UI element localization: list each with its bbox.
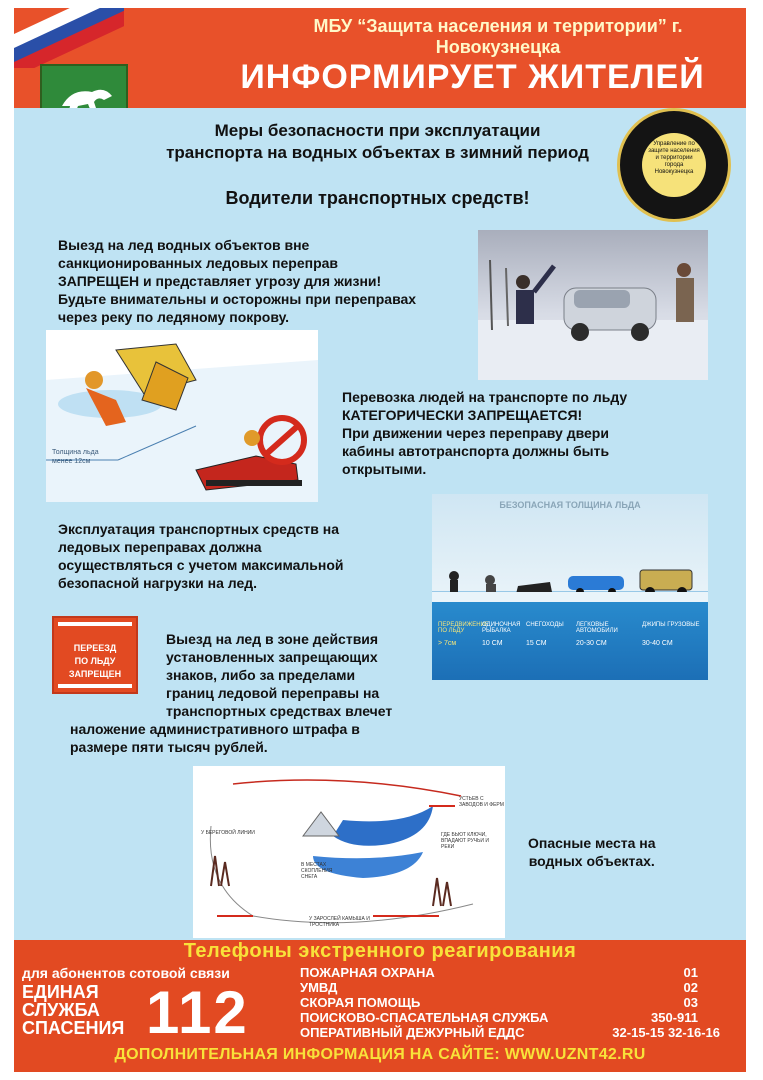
text-line: кабины автотранспорта должны быть: [342, 443, 610, 459]
thickness-columns: [438, 622, 702, 662]
service-name: УМВД: [300, 980, 338, 995]
website-link[interactable]: ДОПОЛНИТЕЛЬНАЯ ИНФОРМАЦИЯ НА САЙТЕ: WWW.UZNT42.RU: [114, 1046, 646, 1063]
map-label: УСТЬЕВ С ЗАВОДОВ И ФЕРМ: [459, 796, 504, 808]
thickness-col-value: > 7см: [438, 640, 457, 647]
service-name: ПОИСКОВО-СПАСАТЕЛЬНАЯ СЛУЖБА: [300, 1010, 549, 1025]
service-phone: 02: [683, 980, 698, 995]
service-phone: 350-911: [651, 1010, 698, 1025]
text-line: транспортных средствах влечет: [166, 703, 393, 719]
agency-seal: [617, 108, 731, 222]
document-subtitle: Водители транспортных средств!: [225, 188, 530, 208]
thickness-col-label: СНЕГОХОДЫ: [526, 622, 564, 628]
ice-caption-line: Толщина льда: [52, 449, 99, 456]
text-line: водных объектах.: [528, 853, 655, 869]
infographic-safe-ice-thickness: [432, 494, 708, 680]
text-line: открытыми.: [342, 461, 427, 477]
service-phone: 03: [683, 995, 698, 1010]
map-label: У ЗАРОСЛЕЙ КАМЫША И ТРОСТНИКА: [309, 916, 370, 928]
text-line: наложение административного штрафа в: [70, 721, 360, 737]
text-line: Опасные места на: [528, 835, 656, 851]
paragraph-people-transport: [342, 388, 627, 478]
map-label: В МЕСТАХ СКОПЛЕНИЯ СНЕГА: [301, 862, 333, 880]
page-headline: ИНФОРМИРУЕТ ЖИТЕЛЕЙ: [240, 58, 705, 96]
text-line: через реку по ледяному покрову.: [58, 309, 290, 325]
unified-service-line: СЛУЖБА: [22, 1000, 100, 1020]
seal-text: Управление по защите населения и территории города Новокузнецка: [648, 141, 700, 175]
sign-line: ПО ЛЬДУ: [74, 656, 116, 666]
unified-service-line: СПАСЕНИЯ: [22, 1018, 125, 1038]
service-phone: 01: [683, 965, 698, 980]
ice-caption-line: менее 12см: [52, 458, 91, 465]
service-row: [300, 1025, 730, 1041]
thickness-col-label: ЛЕГКОВЫЕ АВТОМОБИЛИ: [576, 622, 618, 634]
thickness-col-label: ДЖИПЫ ГРУЗОВЫЕ: [642, 622, 700, 628]
text-line: санкционированных ледовых переправ: [58, 255, 339, 271]
sign-line: ЗАПРЕЩЕН: [68, 669, 122, 679]
thickness-col-value: 15 СМ: [526, 640, 547, 647]
service-name: СКОРАЯ ПОМОЩЬ: [300, 995, 421, 1010]
text-line: осуществляться с учетом максимальной: [58, 557, 344, 573]
text-line: Перевозка людей на транспорте по льду: [342, 389, 628, 405]
text-line: Выезд на лед водных объектов вне: [58, 237, 310, 253]
paragraph-load-limit: [58, 520, 344, 592]
photo-car-on-ice: [478, 230, 708, 380]
text-line: знаков, либо за пределами: [166, 667, 356, 683]
service-row: [300, 995, 730, 1011]
thickness-col-label: ОДИНОЧНАЯ РЫБАЛКА: [482, 622, 521, 634]
thickness-col-value: 30-40 СМ: [642, 640, 673, 647]
service-name: ОПЕРАТИВНЫЙ ДЕЖУРНЫЙ ЕДДС: [300, 1025, 525, 1040]
paragraph-ice-exit-warning: [58, 236, 416, 326]
text-line: безопасной нагрузки на лед.: [58, 575, 258, 591]
photo-snowmobile-ice: [46, 330, 318, 502]
text-line: ЗАПРЕЩЕН и представляет угрозу для жизни!: [58, 273, 382, 289]
diagram-dangerous-places: [193, 766, 505, 938]
service-row: [300, 1010, 730, 1026]
footer-title: Телефоны экстренного реагирования: [183, 940, 577, 962]
thickness-col-value: 10 СМ: [482, 640, 503, 647]
text-line: При движении через переправу двери: [342, 425, 609, 441]
unified-service-line: ЕДИНАЯ: [22, 982, 99, 1002]
footer-subtitle: для абонентов сотовой связи: [22, 965, 230, 981]
text-line: Эксплуатация транспортных средств на: [58, 521, 339, 537]
text-line: ледовых переправах должна: [58, 539, 262, 555]
text-line: размере пяти тысяч рублей.: [70, 739, 268, 755]
service-phone: 32-15-15 32-16-16: [612, 1025, 720, 1040]
document-title: Меры безопасности при эксплуатации транспорта на водных объектах в зимний период: [166, 121, 589, 162]
paragraph-dangerous-places: [528, 834, 656, 870]
sign-ice-crossing-prohibited: [52, 616, 138, 694]
service-row: [300, 980, 730, 996]
russian-flag-ribbon: [14, 8, 124, 68]
paragraph-fine-warning: [166, 630, 392, 720]
organization-name: МБУ “Защита населения и территории” г. Новокузнецка: [313, 16, 683, 57]
thickness-col-value: 20-30 СМ: [576, 640, 607, 647]
thickness-title: БЕЗОПАСНАЯ ТОЛЩИНА ЛЬДА: [499, 500, 641, 510]
map-label: ГДЕ БЬЮТ КЛЮЧИ, ВПАДАЮТ РУЧЬИ И РЕКИ: [441, 832, 489, 850]
text-line: установленных запрещающих: [166, 649, 378, 665]
paragraph-fine-amount: [70, 720, 360, 756]
text-line: Будьте внимательны и осторожны при переправах: [58, 291, 417, 307]
sign-line: ПЕРЕЕЗД: [73, 643, 117, 653]
text-line: Выезд на лед в зоне действия: [166, 631, 379, 647]
emergency-number: 112: [146, 979, 249, 1046]
text-line: границ ледовой переправы на: [166, 685, 380, 701]
service-name: ПОЖАРНАЯ ОХРАНА: [300, 965, 435, 980]
text-line: КАТЕГОРИЧЕСКИ ЗАПРЕЩАЕТСЯ!: [342, 407, 583, 423]
thickness-col-label: ПЕРЕДВИЖЕНИЕ ПО ЛЬДУ: [438, 622, 489, 634]
map-label: У БЕРЕГОВОЙ ЛИНИИ: [201, 830, 255, 836]
service-row: [300, 965, 730, 981]
